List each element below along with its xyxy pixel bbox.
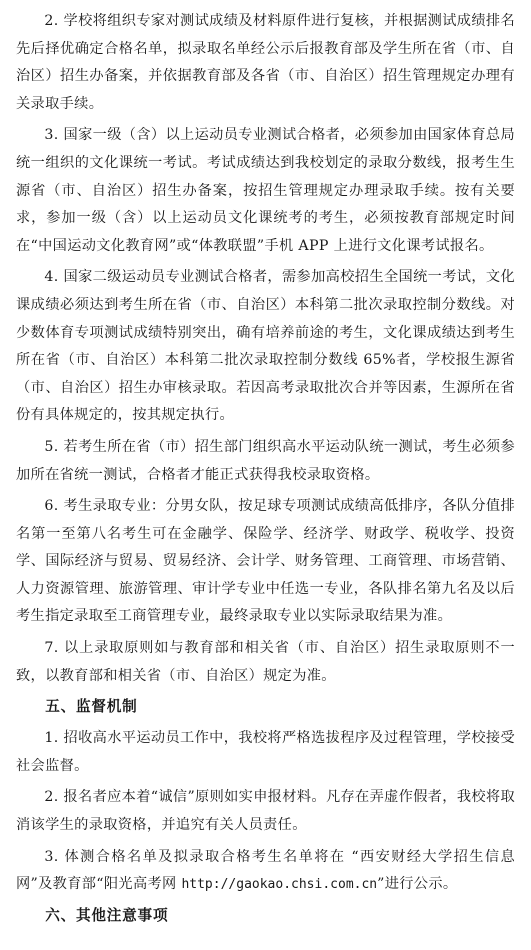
paragraph-admission-7: 7. 以上录取原则如与教育部和相关省（市、自治区）招生录取原则不一致，以教育部和相关省（市、自治区）规定为准。 (16, 640, 515, 684)
section-heading-supervision: 五、监督机制 (45, 698, 138, 716)
paragraph-supervision-3 (16, 844, 515, 899)
paragraph-supervision-1: 1. 招收高水平运动员工作中，我校将严格选拔程序及过程管理，学校接受社会监督。 (16, 730, 515, 774)
paragraph-supervision-2: 2. 报名者应本着“诚信”原则如实申报材料。凡存在弄虚作假者，我校将取消该学生的录取资格，并追究有关人员责任。 (16, 789, 515, 834)
paragraph-admission-5: 5. 若考生所在省（市）招生部门组织高水平运动队统一测试，考生必须参加所在省统一测试，合格者才能正式获得我校录取资格。 (16, 438, 515, 483)
paragraph-admission-4: 4. 国家二级运动员专业测试合格者，需参加高校招生全国统一考试，文化课成绩必须达到考生所在省（市、自治区）本科第二批次录取控制分数线。对少数体育专项测试成绩特别突出，确有培养前途的考生，文化课成绩达到考生所在省（市、自治区）本科第二批次录取控制分数线 65%者，学校报生源省（市、自治区）招生办审核录取。若因高考录取批次合并等因素，生源所在省份有具体规定的，按其规定执行。 (16, 269, 515, 424)
gaokao-url-link[interactable]: http://gaokao.chsi.com.cn (181, 877, 378, 893)
paragraph-admission-2: 2. 学校将组织专家对测试成绩及材料原件进行复核，并根据测试成绩排名先后择优确定合格名单，拟录取名单经公示后报教育部及学生所在省（市、自治区）招生办备案，并依据教育部及各省（市、自治区）招生管理规定办理有关录取手续。 (16, 13, 515, 112)
supervision-3-text: 3. 体测合格名单及拟录取合格考生名单将在 “西安财经大学招生信息网”及教育部“阳光高考网 (16, 848, 515, 893)
paragraph-admission-3: 3. 国家一级（含）以上运动员专业测试合格者，必须参加由国家体育总局统一组织的文化课统一考试。考试成绩达到我校划定的录取分数线，报考生生源省（市、自治区）招生办备案，按招生管理规定办理录取手续。按有关要求，参加一级（含）以上运动员文化课统考的考生，必须按教育部规定时间在“中国运动文化教育网”或“体教联盟”手机 APP 上进行文化课考试报名。 (16, 127, 515, 254)
paragraph-admission-6: 6. 考生录取专业：分男女队，按足球专项测试成绩高低排序，各队分值排名第一至第八名考生可在金融学、保险学、经济学、财政学、税收学、投资学、国际经济与贸易、贸易经济、会计学、财务管理、工商管理、市场营销、人力资源管理、旅游管理、审计学专业中任选一专业，各队排名第九名及以后考生指定录取至工商管理专业，最终录取专业以实际录取结果为准。 (16, 498, 515, 625)
supervision-3-tail: ”进行公示。 (377, 876, 458, 893)
section-heading-other-notes: 六、其他注意事项 (45, 906, 169, 924)
